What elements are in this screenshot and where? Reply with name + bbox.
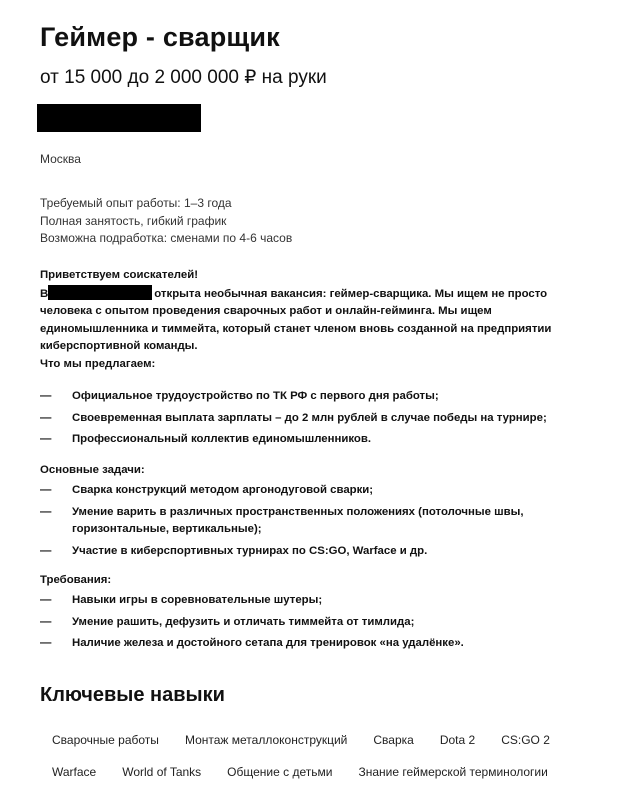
salary: от 15 000 до 2 000 000 ₽ на руки <box>40 67 327 88</box>
list-item <box>40 410 600 428</box>
skill-chip[interactable]: Dota 2 <box>439 733 476 747</box>
company-name-redacted <box>37 104 201 132</box>
dash: — <box>40 411 52 424</box>
skills-row-1 <box>40 729 564 751</box>
intro-prefix: В <box>40 287 49 300</box>
offer-text: Официальное трудоустройство по ТК РФ с первого дня работы; <box>72 390 439 402</box>
dash: — <box>40 615 52 628</box>
skill-chip[interactable]: World of Tanks <box>122 765 202 779</box>
skills-row-2 <box>40 761 562 783</box>
intro <box>40 285 600 356</box>
offer-text: Профессиональный коллектив единомышленников. <box>72 433 372 445</box>
task-text: Умение варить в различных пространственных положениях (потолочные швы, горизонтальные, вертикальные); <box>72 505 524 535</box>
vacancy-title: Геймер - сварщик <box>40 22 280 52</box>
list-item <box>40 431 600 449</box>
requirements-list <box>40 592 600 653</box>
skill-chip[interactable]: CS:GO 2 <box>501 733 550 747</box>
company-inline-redacted <box>48 285 152 300</box>
tasks-title: Основные задачи: <box>40 464 145 476</box>
experience: Требуемый опыт работы: 1–3 года <box>40 196 232 210</box>
list-item <box>40 592 600 610</box>
dash: — <box>40 390 52 402</box>
skill-chip[interactable]: Знание геймерской терминологии <box>358 765 548 779</box>
skills-title: Ключевые навыки <box>40 684 225 706</box>
skill-chip[interactable]: Сварка <box>373 733 414 747</box>
employment: Полная занятость, гибкий график <box>40 213 227 228</box>
offer-text: Своевременная выплата зарплаты – до 2 млн рублей в случае победы на турнире; <box>72 411 547 424</box>
dash: — <box>40 594 52 606</box>
offers-list <box>40 388 600 449</box>
list-item <box>40 482 600 500</box>
dash: — <box>40 505 52 518</box>
requirement-text: Наличие железа и достойного сетапа для тренировок «на удалёнке». <box>72 637 464 649</box>
dash: — <box>40 637 52 649</box>
list-item <box>40 504 600 539</box>
task-text: Сварка конструкций методом аргонодуговой сварки; <box>72 484 374 496</box>
list-item <box>40 388 600 406</box>
city: Москва <box>40 152 81 166</box>
parttime: Возможна подработка: сменами по 4-6 часов <box>40 231 293 245</box>
skill-chip[interactable]: Сварочные работы <box>52 733 159 747</box>
offer-title: Что мы предлагаем: <box>40 357 156 370</box>
list-item <box>40 635 600 653</box>
requirement-text: Навыки игры в соревновательные шутеры; <box>72 594 323 606</box>
skill-chip[interactable]: Монтаж металлоконструкций <box>184 733 348 747</box>
dash: — <box>40 544 52 557</box>
greeting: Приветствуем соискателей! <box>40 269 198 281</box>
dash: — <box>40 484 52 496</box>
dash: — <box>40 433 52 445</box>
intro-rest: открыта необычная вакансия: геймер-сварщика. Мы ищем не просто человека с опытом проведения сварочных работ и онлайн-гейминга. Мы ищем единомышленника и тиммейта, который станет членом вновь созданной на предприятии киберспортивной команды. <box>40 287 552 352</box>
job-details <box>40 195 292 248</box>
task-text: Участие в киберспортивных турнирах по CS:GO, Warface и др. <box>72 544 428 557</box>
list-item <box>40 614 600 632</box>
description <box>40 267 600 373</box>
requirements-title: Требования: <box>40 574 112 586</box>
skill-chip[interactable]: Warface <box>52 765 97 779</box>
skill-chip[interactable]: Общение с детьми <box>227 765 333 779</box>
list-item <box>40 543 600 561</box>
requirement-text: Умение рашить, дефузить и отличать тиммейта от тимлида; <box>72 615 415 628</box>
tasks-list <box>40 482 600 560</box>
